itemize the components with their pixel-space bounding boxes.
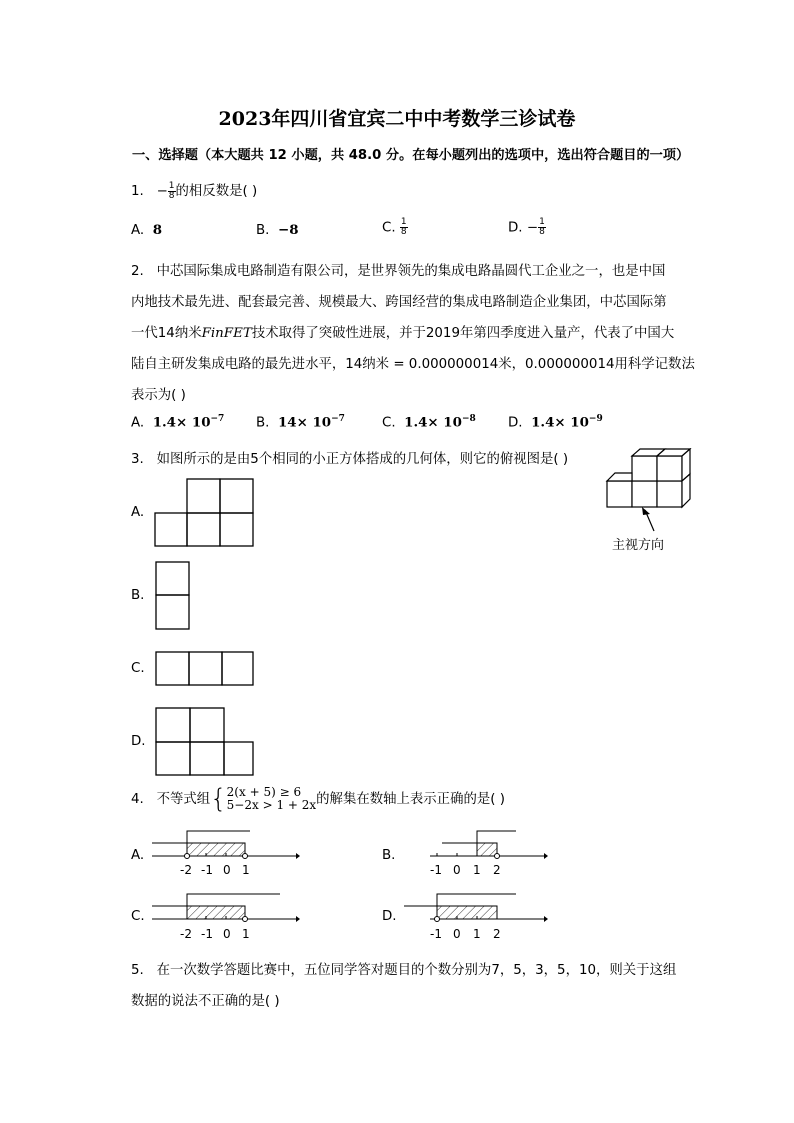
question-stem: 的相反数是( ) bbox=[175, 184, 258, 199]
option-c[interactable]: C. bbox=[131, 909, 145, 924]
number-line-d[interactable] bbox=[400, 888, 550, 944]
svg-text:1: 1 bbox=[242, 927, 250, 941]
svg-text:-2: -2 bbox=[180, 927, 192, 941]
number-line-a[interactable] bbox=[150, 826, 300, 882]
option-c[interactable]: C. bbox=[131, 661, 145, 676]
option-c[interactable]: C. $\frac{1}{8}$ bbox=[382, 217, 407, 237]
question-stem: 的解集在数轴上表示正确的是( ) bbox=[316, 792, 505, 807]
svg-text:1: 1 bbox=[242, 863, 250, 877]
option-c[interactable]: C. $1.4\times 10^{-8}$ bbox=[382, 414, 476, 431]
svg-text:0: 0 bbox=[453, 863, 461, 877]
minus-sign: − bbox=[156, 184, 168, 199]
question-number: 4. bbox=[131, 792, 144, 807]
question-text-line: 数据的说法不正确的是( ) bbox=[131, 994, 280, 1009]
option-d[interactable]: D. bbox=[131, 734, 146, 749]
question-text: 中芯国际集成电路制造有限公司，是世界领先的集成电路晶圆代工企业之一，也是中国 bbox=[156, 264, 666, 279]
option-b[interactable]: B. $14\times 10^{-7}$ bbox=[256, 414, 345, 431]
option-a[interactable]: A. 8 bbox=[131, 222, 163, 238]
svg-text:2: 2 bbox=[493, 927, 501, 941]
number-line-c[interactable] bbox=[150, 888, 300, 944]
page-title: 2023年四川省宜宾二中中考数学三诊试卷 bbox=[218, 108, 576, 130]
svg-text:1: 1 bbox=[473, 863, 481, 877]
inequality-system: 2(x + 5) ≥ 6 5−2x > 1 + 2x bbox=[226, 785, 317, 812]
option-a-grid[interactable] bbox=[154, 477, 256, 549]
brace-icon: { bbox=[210, 784, 227, 814]
option-d[interactable]: D. bbox=[382, 909, 397, 924]
option-a[interactable]: A. bbox=[131, 505, 145, 520]
svg-text:-1: -1 bbox=[430, 927, 442, 941]
svg-text:2: 2 bbox=[493, 863, 501, 877]
option-a[interactable]: A. $1.4\times 10^{-7}$ bbox=[131, 414, 225, 431]
question-number: 3. bbox=[131, 452, 144, 467]
option-b[interactable]: B. −8 bbox=[256, 222, 299, 238]
svg-text:-1: -1 bbox=[201, 927, 213, 941]
question-text-line: 陆自主研发集成电路的最先进水平，14纳米 = 0.000000014米，0.000000014用科学记数法 bbox=[131, 357, 695, 372]
option-c-grid[interactable] bbox=[154, 650, 256, 688]
question-number: 2. bbox=[131, 264, 144, 279]
question-2 bbox=[131, 260, 665, 279]
svg-text:-1: -1 bbox=[201, 863, 213, 877]
option-a[interactable]: A. bbox=[131, 848, 145, 863]
section-heading: 一、选择题（本大题共 12 小题，共 48.0 分。在每小题列出的选项中，选出符合题目的一项） bbox=[132, 148, 690, 163]
cube-figure bbox=[600, 448, 700, 558]
question-text: 在一次数学答题比赛中，五位同学答对题目的个数分别为7，5，3，5，10，则关于这组 bbox=[156, 963, 677, 978]
option-d-grid[interactable] bbox=[154, 706, 256, 778]
svg-text:0: 0 bbox=[223, 863, 231, 877]
question-text-line: 表示为( ) bbox=[131, 388, 186, 403]
question-5 bbox=[131, 959, 676, 978]
question-1 bbox=[131, 180, 257, 201]
option-d[interactable]: D. $1.4\times 10^{-9}$ bbox=[508, 414, 603, 431]
question-stem: 如图所示的是由5个相同的小正方体搭成的几何体，则它的俯视图是( ) bbox=[156, 452, 569, 467]
number-line-b[interactable] bbox=[400, 826, 550, 882]
question-3 bbox=[131, 448, 568, 467]
option-b[interactable]: B. bbox=[131, 588, 145, 603]
option-b[interactable]: B. bbox=[382, 848, 396, 863]
svg-text:-2: -2 bbox=[180, 863, 192, 877]
question-text-line: 内地技术最先进、配套最完善、规模最大、跨国经营的集成电路制造企业集团，中芯国际第 bbox=[131, 295, 667, 310]
view-direction-label: 主视方向 bbox=[612, 538, 665, 553]
question-text-line: 一代14纳米FinFET技术取得了突破性进展，并于2019年第四季度进入量产，代表了中国大 bbox=[131, 326, 675, 341]
option-d[interactable]: D. − $\frac{1}{8}$ bbox=[508, 217, 545, 237]
fraction: $\frac{1}{8}$ bbox=[168, 180, 175, 201]
svg-text:0: 0 bbox=[223, 927, 231, 941]
svg-text:1: 1 bbox=[473, 927, 481, 941]
question-number: 5. bbox=[131, 963, 144, 978]
question-4: 4. 不等式组{ 2(x + 5) ≥ 6 5−2x > 1 + 2x 的解集在数轴上表示正确的是( ) bbox=[131, 784, 505, 814]
svg-text:-1: -1 bbox=[430, 863, 442, 877]
svg-text:0: 0 bbox=[453, 927, 461, 941]
option-b-grid[interactable] bbox=[154, 560, 192, 632]
question-number: 1. bbox=[131, 184, 144, 199]
